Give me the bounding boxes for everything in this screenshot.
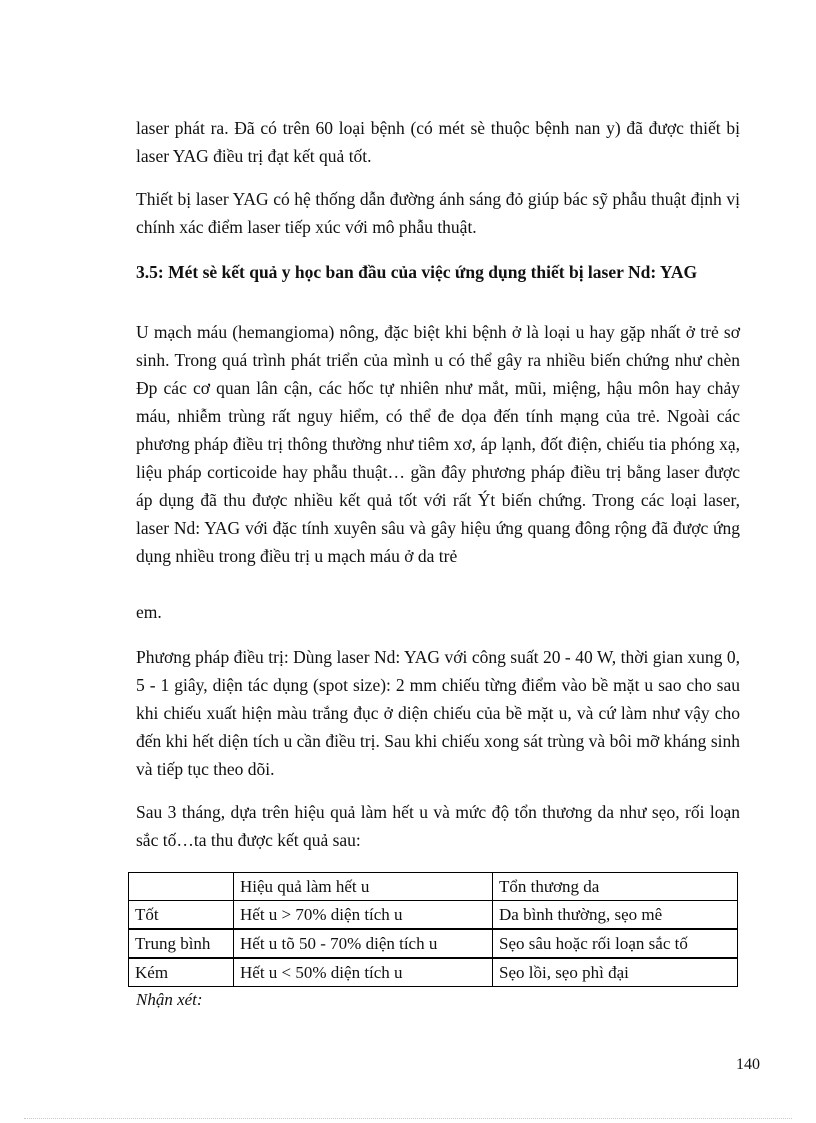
- page-bottom-divider: [24, 1118, 792, 1119]
- paragraph-results-intro: Sau 3 tháng, dựa trên hiệu quả làm hết u và mức độ tổn thương da như sẹo, rối loạn sắc tố…ta thu được kết quả sau:: [136, 802, 740, 850]
- table-row: [129, 929, 738, 958]
- table-row: [129, 958, 738, 987]
- paragraph-hemangioma-tail: em.: [136, 602, 162, 622]
- page-number: 140: [736, 1056, 760, 1073]
- table-cell: Da bình thường, sẹo mê: [493, 901, 738, 930]
- table-cell: Hết u > 70% diện tích u: [234, 901, 493, 930]
- table-header-cell: Hiệu quả làm hết u: [234, 873, 493, 901]
- table-cell: Hết u < 50% diện tích u: [234, 958, 493, 987]
- paragraph-red-light-guide: Thiết bị laser YAG có hệ thống dẫn đường ánh sáng đỏ giúp bác sỹ phẫu thuật định vị chính xác điểm laser tiếp xúc với mô phẫu thuật.: [136, 189, 740, 237]
- table-cell: Trung bình: [129, 929, 234, 958]
- results-table: [128, 872, 738, 987]
- section-heading: 3.5: Mét sè kết quả y học ban đầu của việc ứng dụng thiết bị laser Nd: YAG: [136, 262, 698, 282]
- remarks-label: Nhận xét:: [136, 990, 203, 1009]
- table-cell: Sẹo lồi, sẹo phì đại: [493, 958, 738, 987]
- table-cell: Sẹo sâu hoặc rối loạn sắc tố: [493, 929, 738, 958]
- table-cell: Hết u tõ 50 - 70% diện tích u: [234, 929, 493, 958]
- table-header-row: [129, 873, 738, 901]
- paragraph-laser-diseases: laser phát ra. Đã có trên 60 loại bệnh (có mét sè thuộc bệnh nan y) đã được thiết bị laser YAG điều trị đạt kết quả tốt.: [136, 118, 740, 166]
- table-cell: Kém: [129, 958, 234, 987]
- table-cell: Tốt: [129, 901, 234, 930]
- paragraph-treatment-method: Phương pháp điều trị: Dùng laser Nd: YAG với công suất 20 - 40 W, thời gian xung 0, 5 - 1 giây, diện tác dụng (spot size): 2 mm chiếu từng điểm vào bề mặt u sao cho sau khi chiếu xuất hiện màu trắng đục ở diện chiếu của bề mặt u, và cứ làm như vậy cho đến khi hết diện tích u cần điều trị. Sau khi chiếu xong sát trùng và bôi mỡ kháng sinh và tiếp tục theo dõi.: [136, 647, 740, 779]
- table-row: [129, 901, 738, 930]
- paragraph-hemangioma: U mạch máu (hemangioma) nông, đặc biệt khi bệnh ở là loại u hay gặp nhất ở trẻ sơ sinh. Trong quá trình phát triển của mình u có thể gây ra nhiều biến chứng như chèn Ðp các cơ quan lân cận, các hốc tự nhiên như mắt, mũi, miệng, hậu môn hay chảy máu, nhiễm trùng rất nguy hiểm, có thể đe dọa đến tính mạng của trẻ. Ngoài các phương pháp điều trị thông thường như tiêm xơ, áp lạnh, đốt điện, chiếu tia phóng xạ, liệu pháp corticoide hay phẫu thuật… gần đây phương pháp điều trị bằng laser được áp dụng đã thu được nhiều kết quả tốt với rất Ýt biến chứng. Trong các loại laser, laser Nd: YAG với đặc tính xuyên sâu và gây hiệu ứng quang đông rộng đã được ứng dụng nhiều trong điều trị u mạch máu ở da trẻ: [136, 322, 740, 566]
- table-header-cell: Tổn thương da: [493, 873, 738, 901]
- table-header-cell: [129, 873, 234, 901]
